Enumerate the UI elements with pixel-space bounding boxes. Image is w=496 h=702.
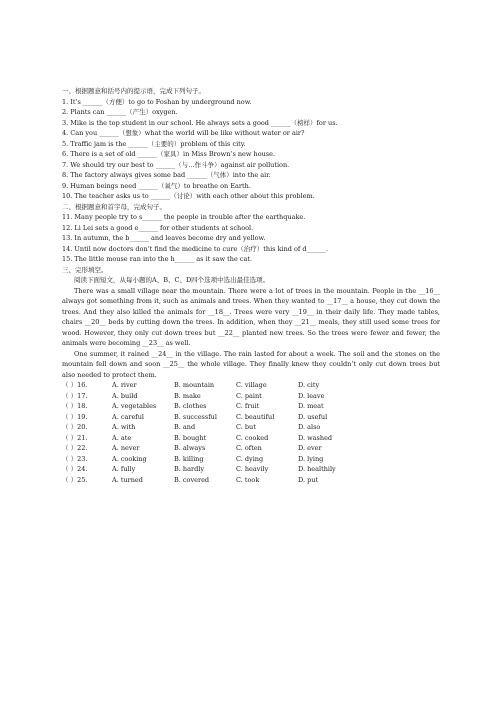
option-b: B. successful (174, 412, 217, 421)
option-a: A. cooking (112, 454, 147, 463)
option-c: C. often (236, 444, 262, 452)
option-b: B. make (174, 391, 201, 400)
option-b: B. mountain (174, 381, 215, 389)
question-1: 1. It’s ______（方便）to go to Foshan by underground now. (62, 97, 252, 106)
section1-heading: 一、根据题意和括号内的提示语，完成下列句子。 (62, 87, 205, 95)
option-d: D. put (298, 475, 319, 484)
cloze-paragraph-1: There was a small village near the mountain. There were a lot of trees in the mountain. People in the __16__ always got something from it, such as animals and trees. When they wanted to __17__ a house, they cut down the trees. And they also killed the animals for __18__. Trees were very __19__ in their daily life. They made tables, chairs __20__ beds by cutting down the trees. In addition, when they __21__ meals, they still used some trees for wood. However, they only cut down trees but __22__ planted new trees. So the trees were fewer and fewer, the animals were becoming __23__ as well. (62, 286, 440, 347)
option-d: D. also (298, 423, 321, 431)
option-row-18 (62, 401, 440, 412)
option-b: B. and (174, 423, 196, 431)
option-number: （ ）22. (62, 444, 88, 452)
option-b: B. covered (174, 475, 210, 484)
section2-heading: 二、根据题意和首字母，完成句子。 (62, 202, 166, 211)
option-a: A. build (112, 391, 138, 400)
option-c: C. dying (236, 454, 264, 463)
option-number: （ ）20. (62, 423, 88, 431)
option-d: D. ever (298, 444, 322, 452)
option-number: （ ）24. (62, 465, 88, 473)
option-c: C. but (236, 423, 256, 431)
option-c: C. village (236, 381, 267, 389)
option-number: （ ）18. (62, 402, 88, 410)
question-12: 12. Li Lei sets a good e______ for other students at school. (62, 223, 254, 232)
option-b: B. bought (174, 433, 207, 442)
option-number: （ ）19. (62, 412, 88, 421)
option-d: D. leave (298, 391, 325, 400)
option-row-21 (62, 433, 440, 444)
option-a: A. river (112, 381, 137, 389)
option-d: D. meat (298, 402, 324, 410)
question-10: 10. The teacher asks us to ______（讨论）with each other about this problem. (62, 192, 315, 200)
option-c: C. fruit (236, 402, 260, 410)
option-row-16 (62, 380, 440, 391)
cloze-instruction: 阅读下面短文，从每小题的A、B、C、D四个选项中选出最佳选项。 (74, 276, 270, 284)
option-b: B. always (174, 444, 206, 452)
question-6: 6. There is a set of old ______（家具）in Miss Brown’s new house. (62, 150, 276, 158)
option-d: D. useful (298, 412, 328, 421)
option-number: （ ）17. (62, 391, 88, 400)
option-a: A. with (112, 423, 136, 431)
option-b: B. hardly (174, 465, 204, 473)
option-d: D. lying (298, 454, 324, 463)
option-a: A. never (112, 444, 140, 452)
option-a: A. ate (112, 433, 132, 442)
question-13: 13. In autumn, the b______ and leaves become dry and yellow. (62, 234, 266, 242)
option-row-20 (62, 422, 440, 433)
question-4: 4. Can you ______（想象）what the world will be like without water or air? (62, 129, 305, 137)
cloze-paragraph-2: One summer, it rained __24__ in the village. The rain lasted for about a week. The soil and the stones on the mountain fell down and soon __25__ the whole village. They finally knew they couldn’t only cut down trees but also needed to protect them. (62, 349, 440, 379)
question-7: 7. We should try our best to ______（与…作斗争）against air pollution. (62, 160, 290, 169)
option-c: C. paint (236, 391, 262, 400)
option-a: A. careful (112, 412, 144, 421)
question-14: 14. Until now doctors don’t find the medicine to cure（治疗）this kind of d______. (62, 244, 329, 253)
question-8: 8. The factory always gives some bad ______（气体）into the air. (62, 171, 271, 179)
worksheet (62, 86, 440, 485)
question-2: 2. Plants can ______（产生）oxygen. (62, 108, 178, 116)
option-number: （ ）23. (62, 454, 88, 463)
option-a: A. turned (112, 475, 143, 484)
option-d: D. washed (298, 433, 333, 442)
question-5: 5. Traffic jam is the ______（主要的）problem of this city. (62, 139, 246, 148)
option-row-19 (62, 412, 440, 423)
option-number: （ ）21. (62, 433, 88, 442)
option-row-22 (62, 443, 440, 454)
option-d: D. healthily (298, 465, 336, 473)
option-a: A. vegetables (112, 402, 157, 410)
option-c: C. heavily (236, 465, 269, 473)
question-9: 9. Human beings need ______（氧气）to breathe on Earth. (62, 181, 251, 190)
option-row-23 (62, 454, 440, 465)
section3-heading: 三、完形填空。 (62, 265, 108, 274)
option-c: C. took (236, 475, 260, 484)
option-number: （ ）16. (62, 381, 88, 389)
option-c: C. cooked (236, 433, 269, 442)
question-11: 11. Many people try to s______ the people in trouble after the earthquake. (62, 213, 306, 221)
question-3: 3. Mike is the top student in our school. He always sets a good ______（榜样）for us. (62, 118, 338, 127)
option-d: D. city (298, 381, 320, 389)
option-row-25 (62, 475, 440, 486)
option-b: B. killing (174, 454, 204, 463)
option-b: B. clothes (174, 402, 207, 410)
option-row-24 (62, 464, 440, 475)
option-number: （ ）25. (62, 475, 88, 484)
option-c: C. beautiful (236, 412, 275, 421)
options-list (62, 380, 440, 485)
option-a: A. fully (112, 465, 136, 473)
question-15: 15. The little mouse ran into the h______ as it saw the cat. (62, 255, 253, 263)
option-row-17 (62, 391, 440, 402)
